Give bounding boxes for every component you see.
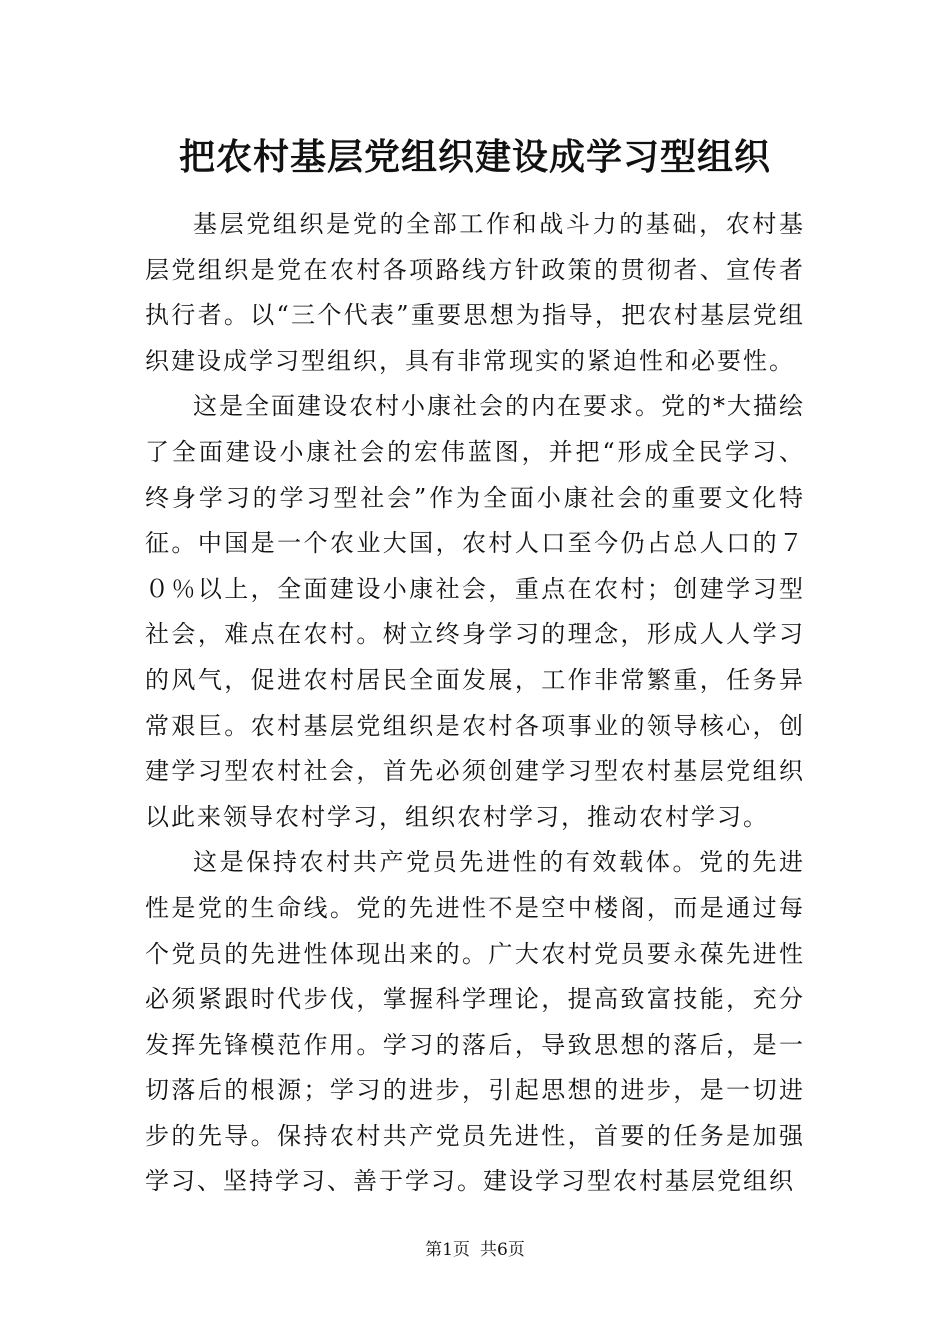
page-footer	[0, 1238, 950, 1262]
document-body	[145, 202, 805, 1205]
document-title: 把农村基层党组织建设成学习型组织	[178, 136, 771, 178]
paragraph-1: 基层党组织是党的全部工作和战斗力的基础，农村基层党组织是党在农村各项路线方针政策的贯彻者、宣传者执行者。以“三个代表”重要思想为指导，把农村基层党组织建设成学习型组织，具有非常现实的紧迫性和必要性。	[145, 210, 805, 375]
paragraph-3: 这是保持农村共产党员先进性的有效载体。党的先进性是党的生命线。党的先进性不是空中楼阁，而是通过每个党员的先进性体现出来的。广大农村党员要永葆先进性必须紧跟时代步伐，掌握科学理论，提高致富技能，充分发挥先锋模范作用。学习的落后，导致思想的落后，是一切落后的根源；学习的进步，引起思想的进步，是一切进步的先导。保持农村共产党员先进性，首要的任务是加强学习、坚持学习、善于学习。建设学习型农村基层党组织	[145, 848, 805, 1196]
page-total: 共6页	[480, 1240, 525, 1260]
page-number: 第1页	[425, 1240, 470, 1260]
paragraph-2: 这是全面建设农村小康社会的内在要求。党的*大描绘了全面建设小康社会的宏伟蓝图，并把“形成全民学习、终身学习的学习型社会”作为全面小康社会的重要文化特征。中国是一个农业大国，农村人口至今仍占总人口的７０％以上，全面建设小康社会，重点在农村；创建学习型社会，难点在农村。树立终身学习的理念，形成人人学习的风气，促进农村居民全面发展，工作非常繁重，任务异常艰巨。农村基层党组织是农村各项事业的领导核心，创建学习型农村社会，首先必须创建学习型农村基层党组织以此来领导农村学习，组织农村学习，推动农村学习。	[145, 392, 805, 831]
